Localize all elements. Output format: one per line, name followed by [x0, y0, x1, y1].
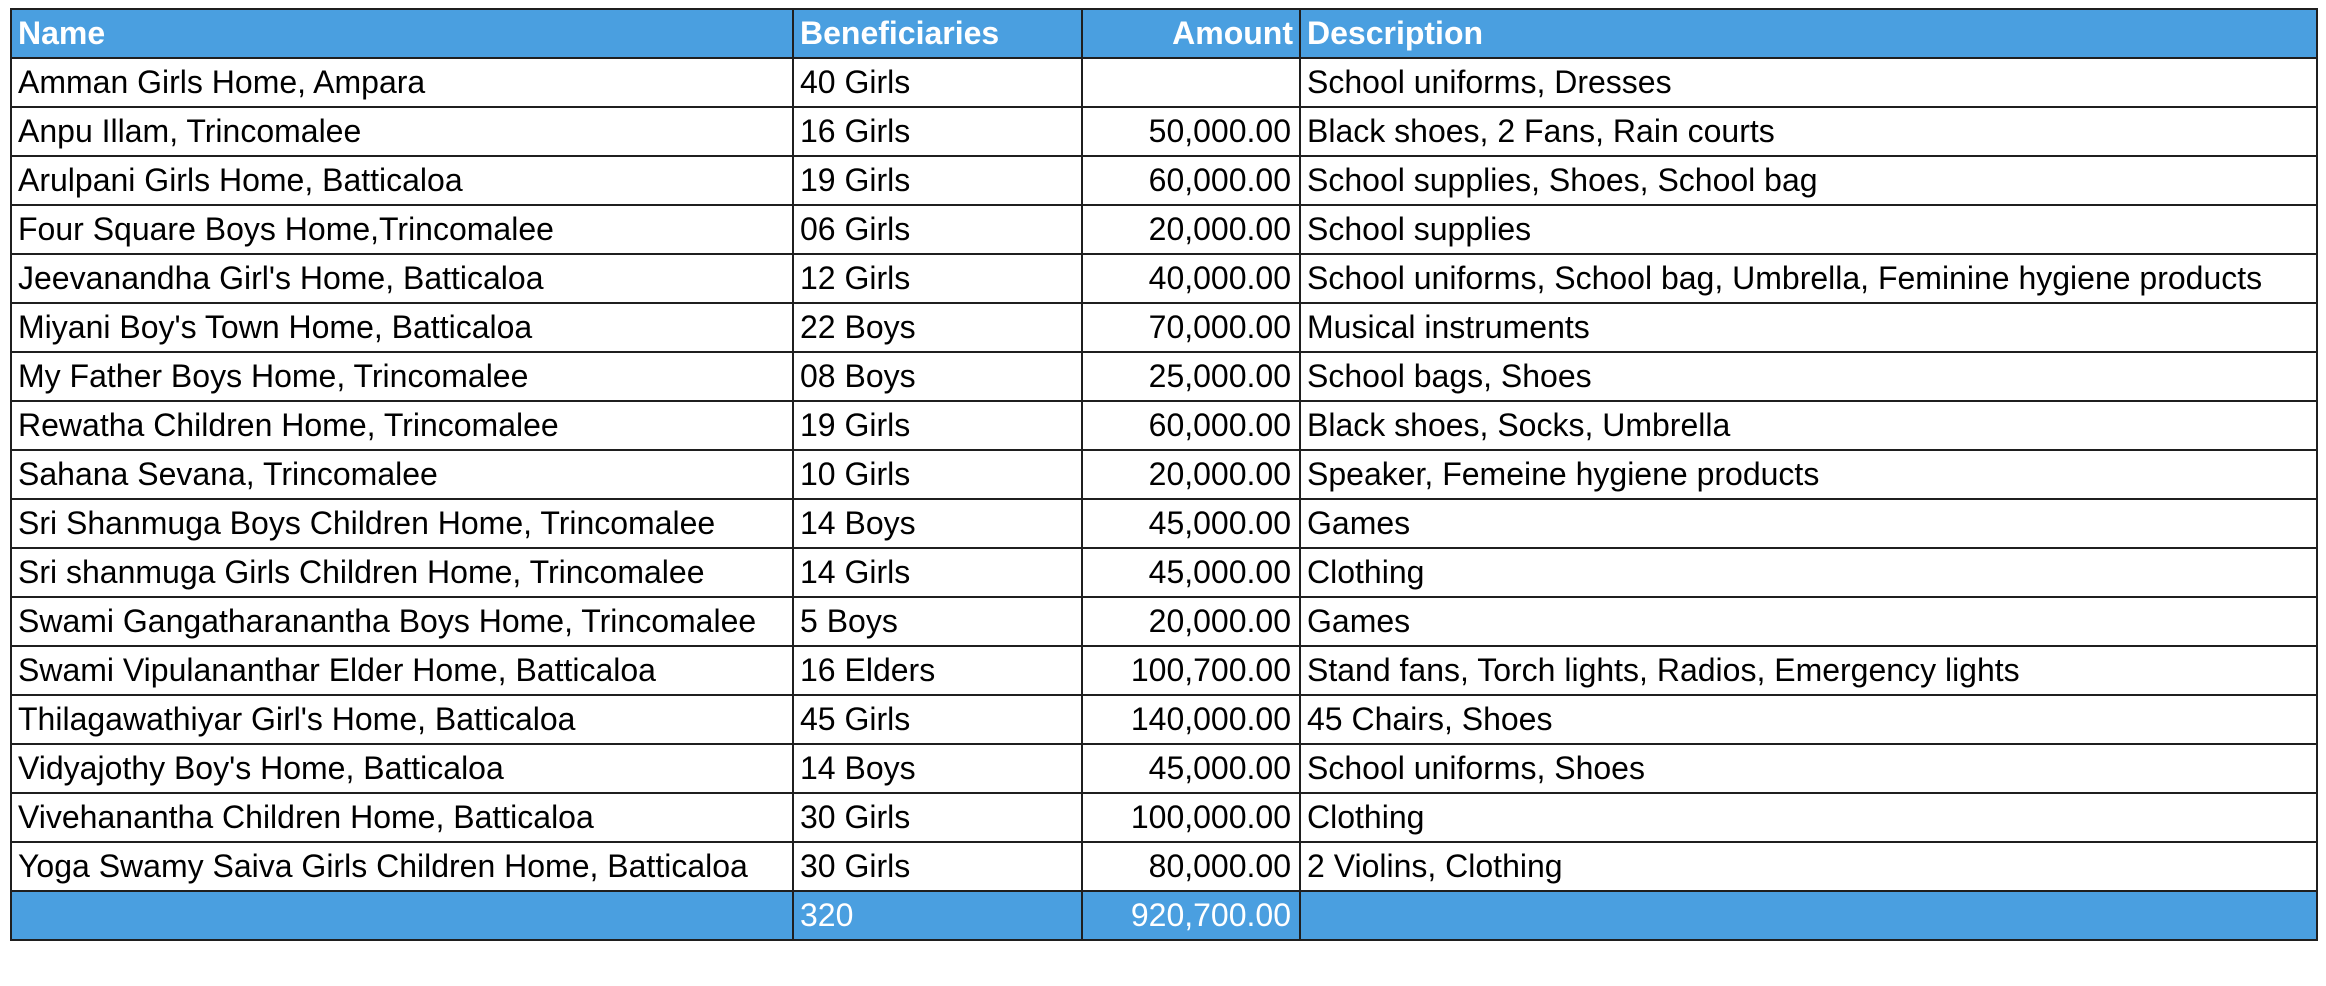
- cell-name[interactable]: Swami Gangatharanantha Boys Home, Trincomalee: [11, 597, 793, 646]
- cell-description[interactable]: Games: [1300, 499, 2317, 548]
- cell-amount[interactable]: 80,000.00: [1082, 842, 1300, 891]
- cell-amount[interactable]: 45,000.00: [1082, 499, 1300, 548]
- cell-beneficiaries[interactable]: 08 Boys: [793, 352, 1082, 401]
- cell-beneficiaries[interactable]: 06 Girls: [793, 205, 1082, 254]
- cell-name[interactable]: Vivehanantha Children Home, Batticaloa: [11, 793, 793, 842]
- cell-description[interactable]: School supplies, Shoes, School bag: [1300, 156, 2317, 205]
- cell-amount[interactable]: 50,000.00: [1082, 107, 1300, 156]
- cell-description[interactable]: School supplies: [1300, 205, 2317, 254]
- cell-name[interactable]: Arulpani Girls Home, Batticaloa: [11, 156, 793, 205]
- cell-description[interactable]: 2 Violins, Clothing: [1300, 842, 2317, 891]
- cell-name[interactable]: Four Square Boys Home,Trincomalee: [11, 205, 793, 254]
- cell-description[interactable]: 45 Chairs, Shoes: [1300, 695, 2317, 744]
- cell-name[interactable]: Amman Girls Home, Ampara: [11, 58, 793, 107]
- total-name-cell[interactable]: [11, 891, 793, 940]
- cell-description[interactable]: School uniforms, School bag, Umbrella, Feminine hygiene products: [1300, 254, 2317, 303]
- cell-amount[interactable]: 70,000.00: [1082, 303, 1300, 352]
- table-row: [11, 205, 2317, 254]
- cell-description[interactable]: Games: [1300, 597, 2317, 646]
- cell-description[interactable]: Black shoes, 2 Fans, Rain courts: [1300, 107, 2317, 156]
- cell-beneficiaries[interactable]: 10 Girls: [793, 450, 1082, 499]
- spreadsheet-table-container: [10, 8, 2318, 941]
- cell-amount[interactable]: 20,000.00: [1082, 597, 1300, 646]
- cell-beneficiaries[interactable]: 12 Girls: [793, 254, 1082, 303]
- cell-beneficiaries[interactable]: 22 Boys: [793, 303, 1082, 352]
- cell-beneficiaries[interactable]: 30 Girls: [793, 842, 1082, 891]
- cell-amount[interactable]: 45,000.00: [1082, 548, 1300, 597]
- cell-beneficiaries[interactable]: 45 Girls: [793, 695, 1082, 744]
- table-row: [11, 793, 2317, 842]
- cell-beneficiaries[interactable]: 16 Elders: [793, 646, 1082, 695]
- header-row: [11, 9, 2317, 58]
- cell-name[interactable]: My Father Boys Home, Trincomalee: [11, 352, 793, 401]
- cell-name[interactable]: Sri shanmuga Girls Children Home, Trincomalee: [11, 548, 793, 597]
- cell-beneficiaries[interactable]: 14 Girls: [793, 548, 1082, 597]
- cell-amount[interactable]: 40,000.00: [1082, 254, 1300, 303]
- table-row: [11, 646, 2317, 695]
- cell-description[interactable]: School uniforms, Shoes: [1300, 744, 2317, 793]
- cell-name[interactable]: Thilagawathiyar Girl's Home, Batticaloa: [11, 695, 793, 744]
- table-row: [11, 58, 2317, 107]
- table-row: [11, 401, 2317, 450]
- table-row: [11, 303, 2317, 352]
- cell-beneficiaries[interactable]: 16 Girls: [793, 107, 1082, 156]
- cell-name[interactable]: Jeevanandha Girl's Home, Batticaloa: [11, 254, 793, 303]
- cell-description[interactable]: Speaker, Femeine hygiene products: [1300, 450, 2317, 499]
- cell-name[interactable]: Swami Vipulananthar Elder Home, Batticaloa: [11, 646, 793, 695]
- cell-name[interactable]: Sri Shanmuga Boys Children Home, Trincomalee: [11, 499, 793, 548]
- cell-name[interactable]: Yoga Swamy Saiva Girls Children Home, Batticaloa: [11, 842, 793, 891]
- cell-name[interactable]: Miyani Boy's Town Home, Batticaloa: [11, 303, 793, 352]
- cell-beneficiaries[interactable]: 30 Girls: [793, 793, 1082, 842]
- beneficiaries-table: [10, 8, 2318, 941]
- cell-description[interactable]: Stand fans, Torch lights, Radios, Emergency lights: [1300, 646, 2317, 695]
- table-row: [11, 499, 2317, 548]
- cell-description[interactable]: Clothing: [1300, 548, 2317, 597]
- total-description-cell[interactable]: [1300, 891, 2317, 940]
- table-row: [11, 548, 2317, 597]
- cell-amount[interactable]: [1082, 58, 1300, 107]
- header-beneficiaries[interactable]: Beneficiaries: [793, 9, 1082, 58]
- cell-amount[interactable]: 60,000.00: [1082, 401, 1300, 450]
- cell-name[interactable]: Rewatha Children Home, Trincomalee: [11, 401, 793, 450]
- cell-description[interactable]: Musical instruments: [1300, 303, 2317, 352]
- table-row: [11, 450, 2317, 499]
- cell-amount[interactable]: 140,000.00: [1082, 695, 1300, 744]
- table-footer: [11, 891, 2317, 940]
- cell-amount[interactable]: 45,000.00: [1082, 744, 1300, 793]
- cell-description[interactable]: School bags, Shoes: [1300, 352, 2317, 401]
- cell-beneficiaries[interactable]: 14 Boys: [793, 744, 1082, 793]
- cell-amount[interactable]: 25,000.00: [1082, 352, 1300, 401]
- cell-amount[interactable]: 20,000.00: [1082, 450, 1300, 499]
- cell-amount[interactable]: 100,700.00: [1082, 646, 1300, 695]
- header-description[interactable]: Description: [1300, 9, 2317, 58]
- table-row: [11, 695, 2317, 744]
- cell-beneficiaries[interactable]: 19 Girls: [793, 401, 1082, 450]
- total-amount-cell[interactable]: 920,700.00: [1082, 891, 1300, 940]
- cell-beneficiaries[interactable]: 5 Boys: [793, 597, 1082, 646]
- table-row: [11, 107, 2317, 156]
- table-row: [11, 254, 2317, 303]
- table-row: [11, 597, 2317, 646]
- total-beneficiaries-cell[interactable]: 320: [793, 891, 1082, 940]
- cell-amount[interactable]: 20,000.00: [1082, 205, 1300, 254]
- table-row: [11, 156, 2317, 205]
- header-name[interactable]: Name: [11, 9, 793, 58]
- cell-amount[interactable]: 100,000.00: [1082, 793, 1300, 842]
- table-header: [11, 9, 2317, 58]
- table-row: [11, 744, 2317, 793]
- cell-name[interactable]: Anpu Illam, Trincomalee: [11, 107, 793, 156]
- cell-description[interactable]: Black shoes, Socks, Umbrella: [1300, 401, 2317, 450]
- cell-beneficiaries[interactable]: 40 Girls: [793, 58, 1082, 107]
- cell-amount[interactable]: 60,000.00: [1082, 156, 1300, 205]
- cell-description[interactable]: School uniforms, Dresses: [1300, 58, 2317, 107]
- table-body: [11, 58, 2317, 891]
- cell-beneficiaries[interactable]: 14 Boys: [793, 499, 1082, 548]
- table-row: [11, 842, 2317, 891]
- cell-name[interactable]: Vidyajothy Boy's Home, Batticaloa: [11, 744, 793, 793]
- totals-row: [11, 891, 2317, 940]
- cell-name[interactable]: Sahana Sevana, Trincomalee: [11, 450, 793, 499]
- cell-description[interactable]: Clothing: [1300, 793, 2317, 842]
- header-amount[interactable]: Amount: [1082, 9, 1300, 58]
- cell-beneficiaries[interactable]: 19 Girls: [793, 156, 1082, 205]
- table-row: [11, 352, 2317, 401]
